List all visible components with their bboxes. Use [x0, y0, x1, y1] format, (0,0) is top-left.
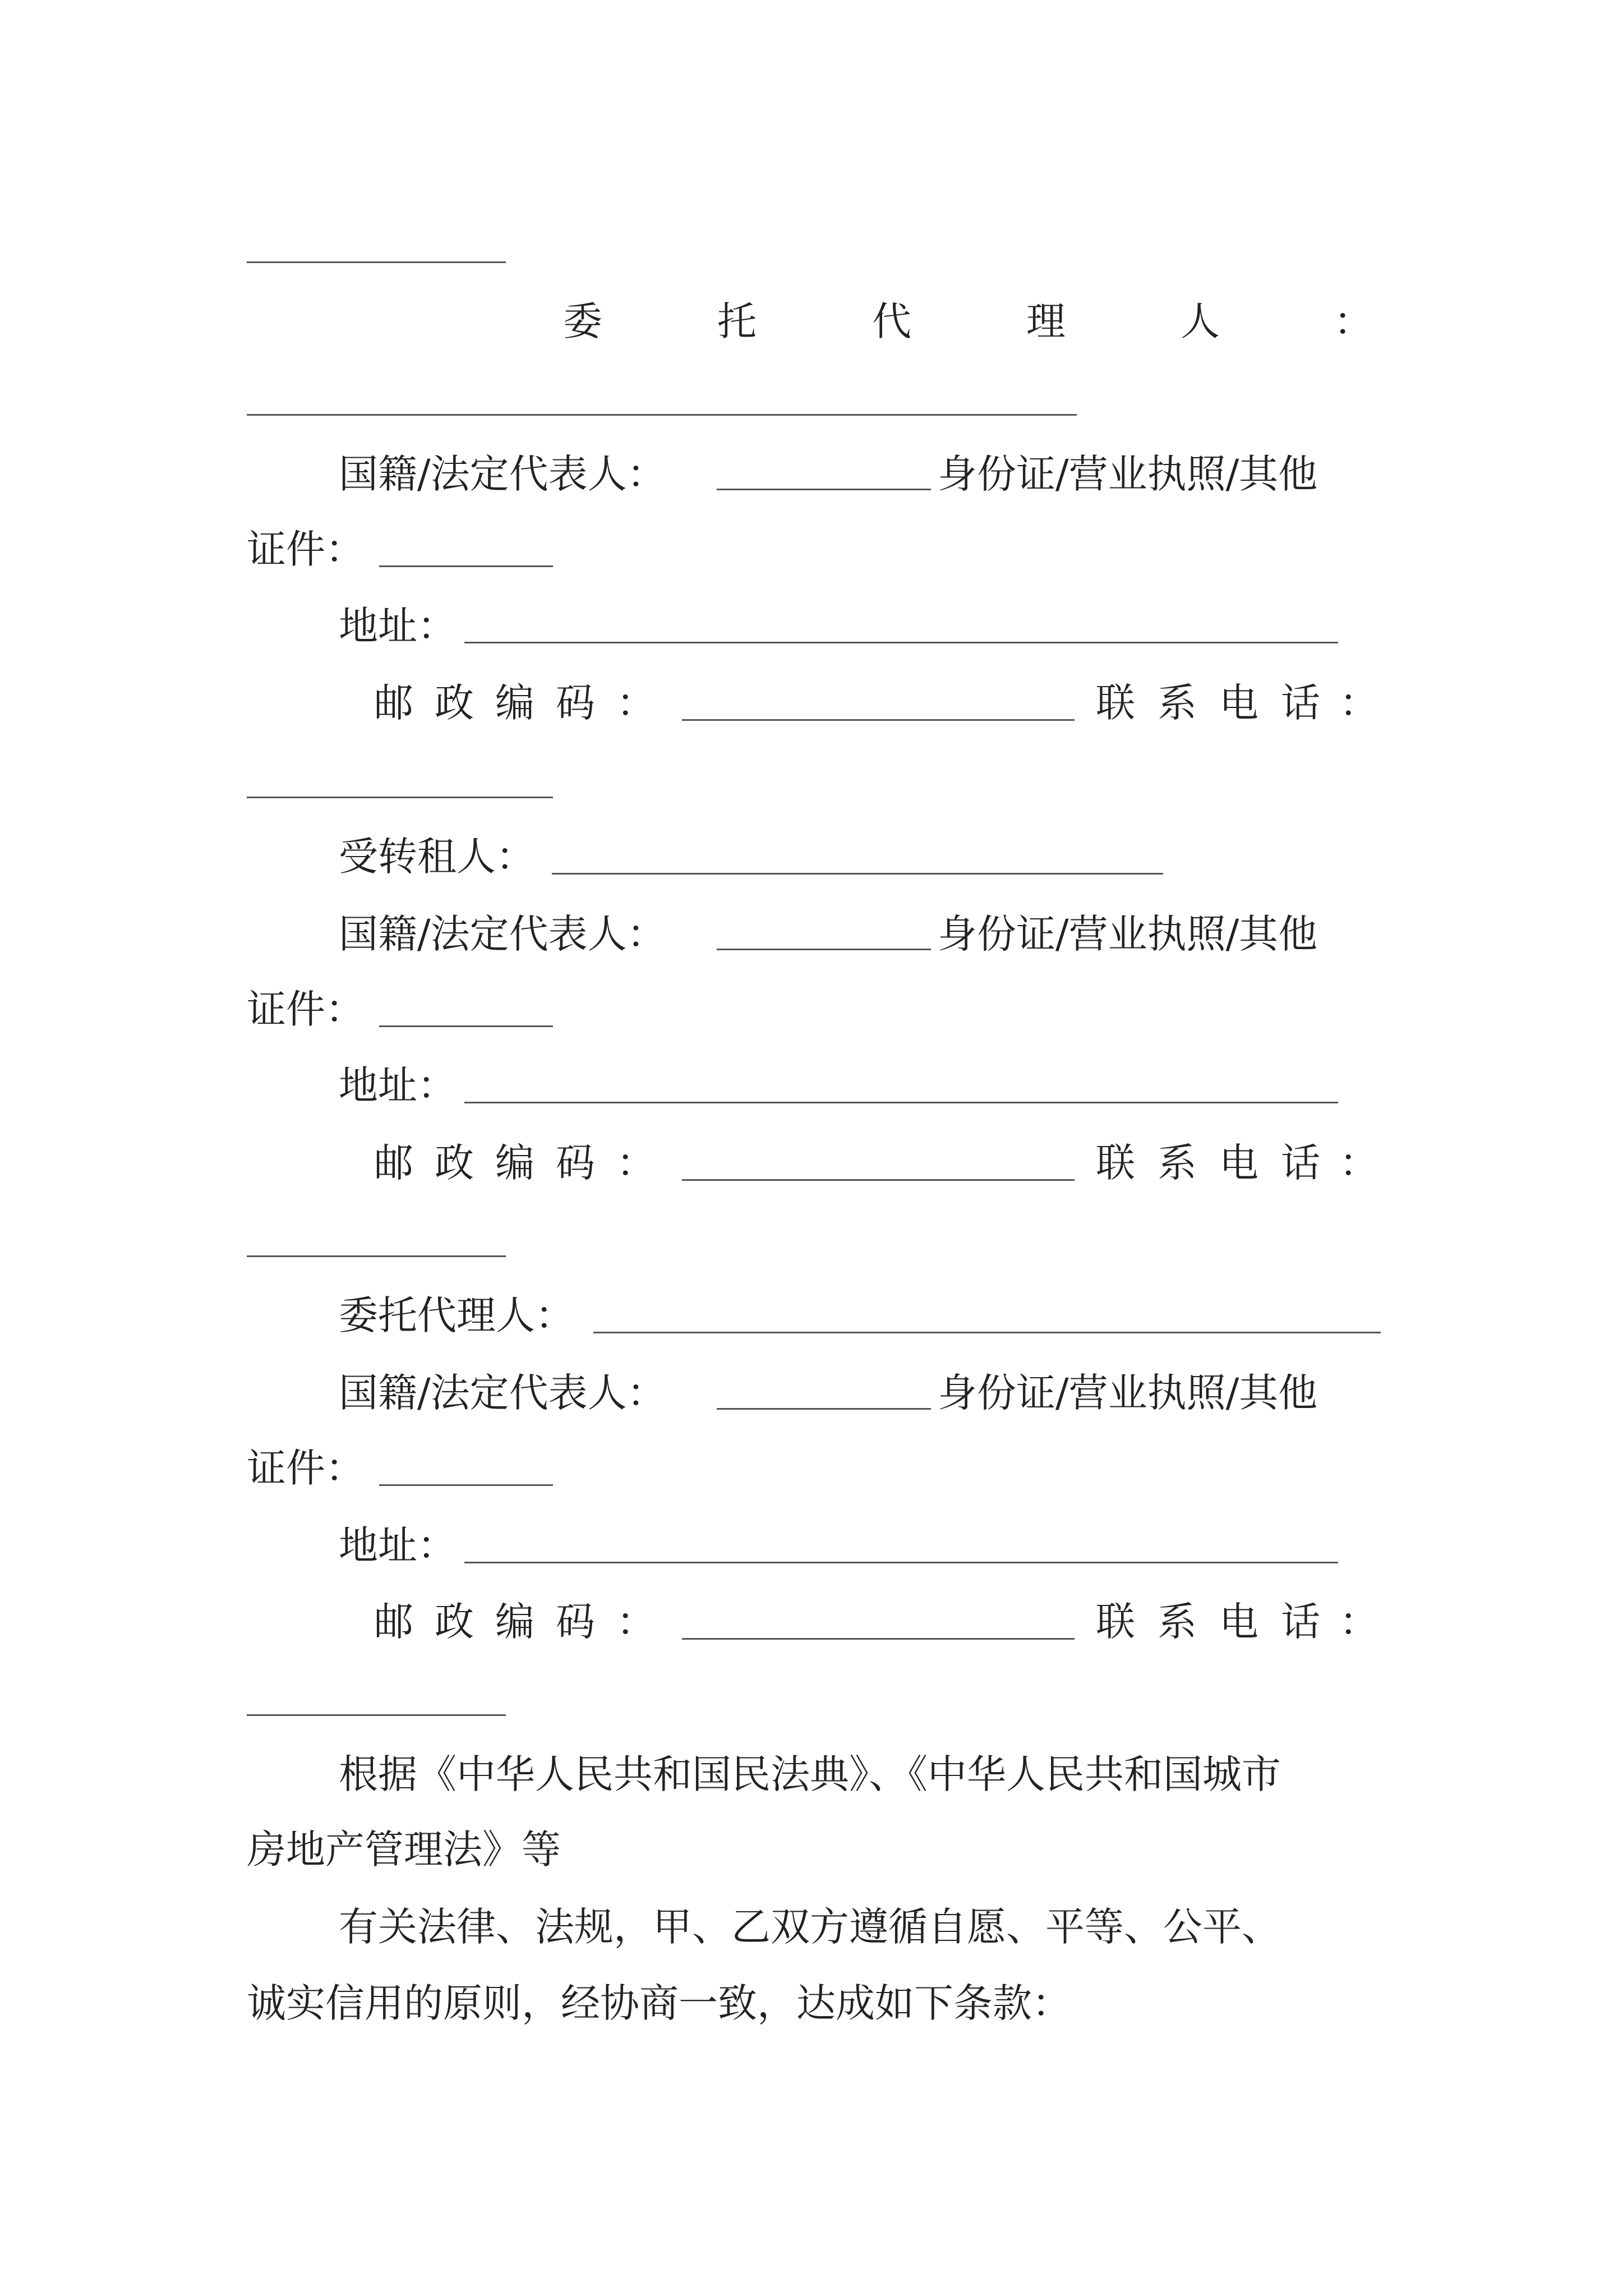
postal-code-blank[interactable]	[682, 1638, 1075, 1640]
sublessee-name-blank[interactable]	[552, 873, 1163, 875]
id-label: 身份证/营业执照/其他	[938, 1370, 1318, 1416]
postal-code-blank[interactable]	[682, 719, 1075, 721]
phone-label-char: 话	[1281, 1140, 1320, 1186]
phone-label-char: 电	[1219, 680, 1258, 726]
address-label: 地址：	[339, 1062, 457, 1108]
phone-label-char: ：	[1339, 680, 1378, 726]
address-blank[interactable]	[464, 1562, 1338, 1563]
phone-label-char: 系	[1158, 680, 1197, 726]
address-blank[interactable]	[464, 1102, 1338, 1103]
id-number-blank[interactable]	[379, 565, 553, 567]
agent-label: 委托代理人：	[339, 1292, 574, 1338]
agent-heading-char: 代	[872, 298, 911, 344]
id-number-blank[interactable]	[379, 1484, 553, 1486]
phone-label-char: 系	[1158, 1599, 1197, 1645]
agent-heading-char: 人	[1181, 298, 1220, 344]
nationality-label: 国籍/法定代表人：	[339, 911, 666, 957]
agent-heading-char: 委	[563, 298, 602, 344]
id-label-continued: 证件：	[247, 526, 365, 572]
id-number-blank[interactable]	[379, 1025, 553, 1027]
id-label: 身份证/营业执照/其他	[938, 451, 1318, 497]
agent-heading-char: 托	[717, 298, 757, 344]
preamble-line: 房地产管理法》等	[247, 1826, 561, 1872]
phone-label-char: 系	[1158, 1140, 1197, 1186]
agent-heading-char: 理	[1026, 298, 1066, 344]
phone-label-char: 话	[1281, 1599, 1320, 1645]
address-label: 地址：	[339, 1522, 457, 1568]
id-label-continued: 证件：	[247, 1445, 365, 1491]
address-label: 地址：	[339, 603, 457, 649]
postal-code-label-char: 邮	[374, 1140, 413, 1186]
preamble-line: 根据《中华人民共和国民法典》、《中华人民共和国城市	[339, 1751, 1281, 1797]
agent-name-blank[interactable]	[247, 414, 1077, 416]
phone-label-char: ：	[1339, 1599, 1378, 1645]
nationality-label: 国籍/法定代表人：	[339, 451, 666, 497]
postal-code-label-char: 码	[556, 680, 595, 726]
postal-code-label-char: 编	[495, 1599, 534, 1645]
postal-code-label-char: ：	[616, 680, 656, 726]
address-blank[interactable]	[464, 642, 1338, 643]
top-blank-line[interactable]	[247, 261, 506, 263]
phone-label-char: 联	[1096, 1140, 1135, 1186]
phone-label-char: 话	[1281, 680, 1320, 726]
postal-code-label-char: 码	[556, 1599, 595, 1645]
postal-code-label-char: 政	[435, 1140, 474, 1186]
postal-code-label-char: ：	[616, 1140, 656, 1186]
postal-code-label-char: 编	[495, 680, 534, 726]
phone-blank[interactable]	[247, 797, 553, 798]
postal-code-label-char: 政	[435, 680, 474, 726]
nationality-blank[interactable]	[717, 489, 931, 490]
phone-label-char: 电	[1219, 1599, 1258, 1645]
postal-code-label-char: 码	[556, 1140, 595, 1186]
phone-label-char: 联	[1096, 1599, 1135, 1645]
sublessee-label: 受转租人：	[339, 834, 535, 880]
phone-blank[interactable]	[247, 1714, 506, 1716]
nationality-blank[interactable]	[717, 1408, 931, 1410]
phone-blank[interactable]	[247, 1255, 506, 1257]
postal-code-blank[interactable]	[682, 1179, 1075, 1181]
agent-heading-char: ：	[1334, 298, 1373, 344]
id-label: 身份证/营业执照/其他	[938, 911, 1318, 957]
postal-code-label-char: 邮	[374, 1599, 413, 1645]
preamble-line: 诚实信用的原则，经协商一致，达成如下条款：	[247, 1980, 1071, 2026]
preamble-line: 有关法律、法规，甲、乙双方遵循自愿、平等、公平、	[339, 1904, 1281, 1950]
phone-label-char: ：	[1339, 1140, 1378, 1186]
agent-name-blank[interactable]	[593, 1332, 1381, 1333]
nationality-label: 国籍/法定代表人：	[339, 1370, 666, 1416]
postal-code-label-char: ：	[616, 1599, 656, 1645]
nationality-blank[interactable]	[717, 949, 931, 950]
phone-label-char: 联	[1096, 680, 1135, 726]
postal-code-label-char: 政	[435, 1599, 474, 1645]
postal-code-label-char: 编	[495, 1140, 534, 1186]
postal-code-label-char: 邮	[374, 680, 413, 726]
id-label-continued: 证件：	[247, 986, 365, 1032]
phone-label-char: 电	[1219, 1140, 1258, 1186]
